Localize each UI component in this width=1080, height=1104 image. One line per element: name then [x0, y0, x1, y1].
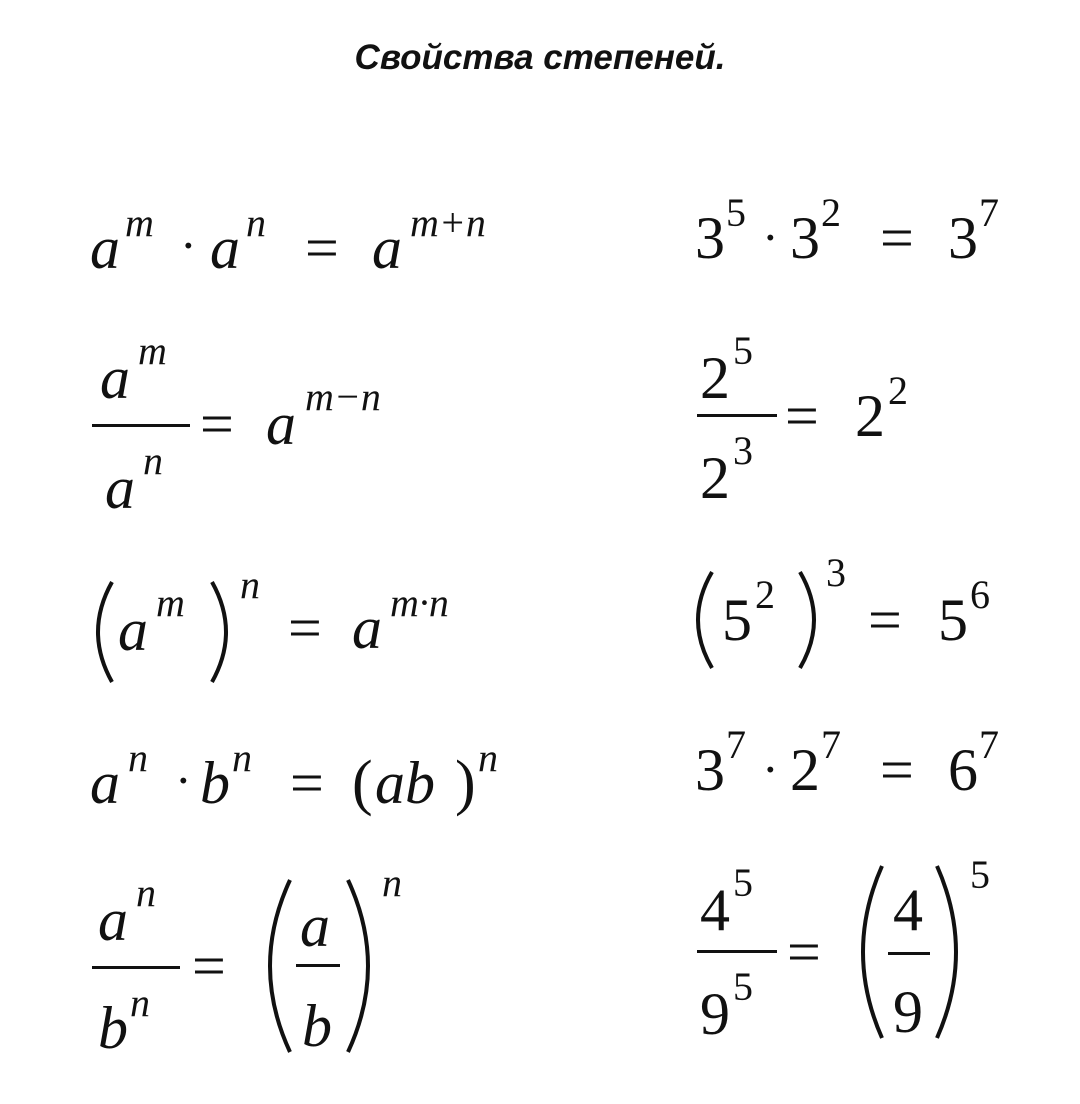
result-exp-6: 6	[970, 572, 990, 617]
exp-7: 7	[979, 190, 999, 235]
denominator-base-a: a	[105, 455, 135, 521]
denominator-exp-5: 5	[733, 964, 753, 1009]
exp-7: 7	[821, 722, 841, 767]
right-paren	[212, 582, 226, 682]
exp-7: 7	[726, 722, 746, 767]
fraction-bar	[92, 966, 180, 969]
inner-exp-2: 2	[755, 572, 775, 617]
equals-sign: =	[305, 215, 339, 281]
inner-denominator-9: 9	[893, 979, 923, 1045]
numerator-exp-m: m	[138, 328, 167, 373]
equals-sign: =	[787, 919, 821, 985]
fraction-bar	[888, 952, 930, 955]
dot-operator: ·	[762, 209, 779, 265]
base-2: 2	[790, 737, 820, 803]
numerator-exp-n: n	[136, 870, 156, 915]
formula-power-of-quotient	[92, 860, 402, 1061]
right-paren	[348, 880, 368, 1052]
equals-sign: =	[200, 391, 234, 457]
left-paren	[270, 880, 290, 1052]
denominator-base-b: b	[98, 995, 128, 1061]
denominator-exp-n: n	[130, 980, 150, 1025]
formula-product-of-powers	[90, 200, 486, 281]
example-product-of-powers	[695, 190, 999, 271]
exp-n: n	[246, 200, 266, 245]
fraction-bar	[92, 424, 190, 427]
numerator-base-a: a	[98, 887, 128, 953]
fraction-bar	[296, 964, 340, 967]
exp-n: n	[232, 735, 252, 780]
base-3: 3	[695, 737, 725, 803]
inner-numerator-4: 4	[893, 877, 923, 943]
exp-2: 2	[821, 190, 841, 235]
numerator-base-2: 2	[700, 345, 730, 411]
formula-power-of-product	[90, 735, 498, 817]
right-paren	[937, 866, 956, 1038]
outer-exp-n: n	[240, 562, 260, 607]
formula-power-of-power	[98, 562, 449, 682]
example-quotient-of-powers	[697, 328, 908, 511]
right-paren	[800, 572, 814, 668]
numerator-base-a: a	[100, 345, 130, 411]
left-paren	[98, 582, 112, 682]
exp-m-times-n: m·n	[390, 580, 449, 625]
numerator-exp-5: 5	[733, 328, 753, 373]
numerator-exp-5: 5	[733, 860, 753, 905]
example-power-of-product	[695, 722, 999, 803]
base-3: 3	[695, 205, 725, 271]
left-paren	[863, 866, 882, 1038]
outer-exp-5: 5	[970, 852, 990, 897]
exp-n: n	[128, 735, 148, 780]
result-exp-2: 2	[888, 368, 908, 413]
equals-sign: =	[880, 737, 914, 803]
numerator-base-4: 4	[700, 877, 730, 943]
base-a: a	[118, 597, 148, 663]
page-title: Свойства степеней.	[354, 38, 726, 77]
base-a: a	[352, 595, 382, 661]
result-base-5: 5	[938, 587, 968, 653]
base-a: a	[210, 215, 240, 281]
fraction-bar	[697, 414, 777, 417]
left-paren	[698, 572, 712, 668]
inner-numerator-a: a	[300, 893, 330, 959]
base-5: 5	[722, 587, 752, 653]
exp-7: 7	[979, 722, 999, 767]
fraction-bar	[697, 950, 777, 953]
product-ab: ab	[375, 750, 435, 816]
base-3: 3	[790, 205, 820, 271]
base-a: a	[90, 750, 120, 816]
exp-5: 5	[726, 190, 746, 235]
exp-n: n	[478, 735, 498, 780]
equals-sign: =	[290, 750, 324, 816]
dot-operator: ·	[175, 752, 192, 808]
base-6: 6	[948, 737, 978, 803]
left-paren: (	[352, 749, 373, 817]
base-a: a	[90, 215, 120, 281]
example-power-of-quotient	[697, 852, 990, 1047]
example-power-of-power	[698, 550, 990, 668]
denominator-exp-3: 3	[733, 428, 753, 473]
equals-sign: =	[192, 933, 226, 999]
inner-exp-m: m	[156, 580, 185, 625]
outer-exp-3: 3	[826, 550, 846, 595]
base-3: 3	[948, 205, 978, 271]
denominator-exp-n: n	[143, 438, 163, 483]
base-a: a	[266, 391, 296, 457]
exp-m-plus-n: m+n	[410, 200, 486, 245]
equals-sign: =	[785, 383, 819, 449]
dot-operator: ·	[762, 741, 779, 797]
denominator-base-2: 2	[700, 445, 730, 511]
base-a: a	[372, 215, 402, 281]
exp-m: m	[125, 200, 154, 245]
right-paren: )	[455, 749, 476, 817]
base-b: b	[200, 750, 230, 816]
formula-quotient-of-powers	[92, 328, 381, 521]
inner-denominator-b: b	[302, 993, 332, 1059]
equals-sign: =	[880, 205, 914, 271]
result-base-2: 2	[855, 383, 885, 449]
equals-sign: =	[288, 595, 322, 661]
exp-m-minus-n: m−n	[305, 374, 381, 419]
dot-operator: ·	[180, 217, 197, 273]
equals-sign: =	[868, 587, 902, 653]
outer-exp-n: n	[382, 860, 402, 905]
denominator-base-9: 9	[700, 981, 730, 1047]
